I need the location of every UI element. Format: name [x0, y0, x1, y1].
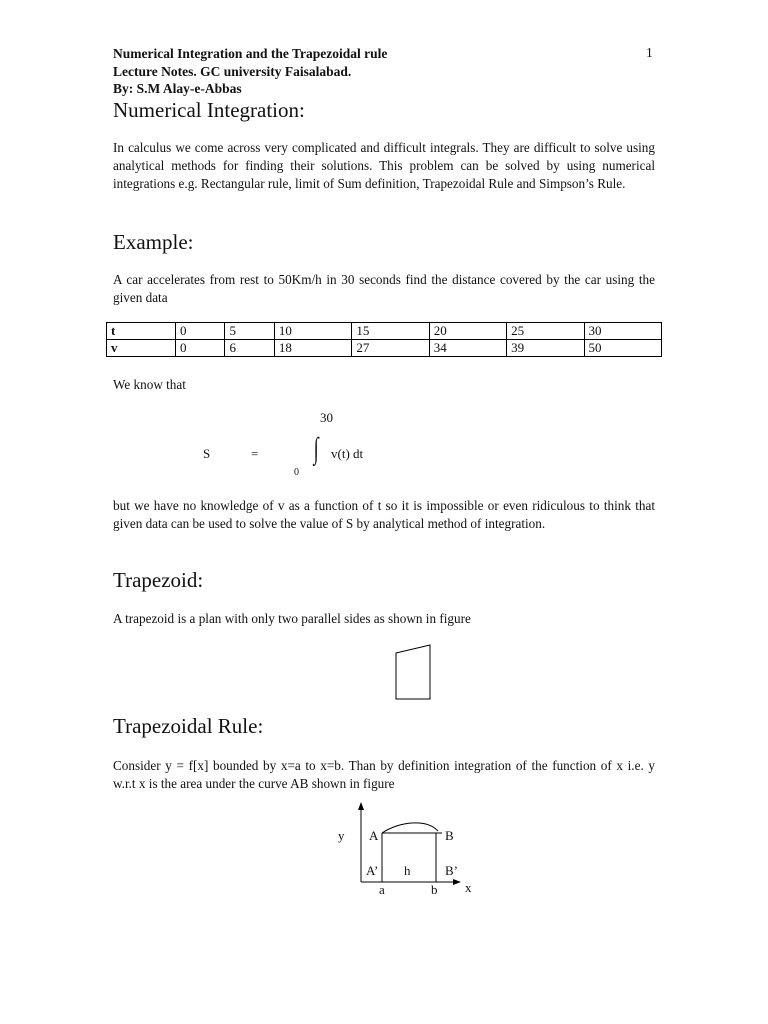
- label-y: y: [338, 828, 345, 843]
- we-know-text: We know that: [113, 377, 186, 392]
- label-B: B: [445, 828, 454, 843]
- heading-trapezoid: Trapezoid:: [113, 568, 204, 592]
- header-author: By: S.M Alay-e-Abbas: [113, 81, 242, 96]
- table-cell: 34: [429, 340, 506, 357]
- page-number: 1: [646, 45, 653, 60]
- label-A-prime: A’: [366, 863, 379, 878]
- header-title: Numerical Integration and the Trapezoidal rule: [113, 46, 388, 61]
- table-cell: v: [107, 340, 176, 357]
- integral-upper-limit: 30: [320, 410, 333, 425]
- label-B-prime: B’: [445, 863, 458, 878]
- heading-example: Example:: [113, 230, 194, 254]
- followup-paragraph: but we have no knowledge of v as a function of t so it is impossible or even ridiculous to think that given data can be used to solve the value of S by analytical method of integration.: [113, 498, 655, 531]
- x-axis-arrow-icon: [453, 879, 461, 885]
- example-paragraph: A car accelerates from rest to 50Km/h in 30 seconds find the distance covered by the car using the given data: [113, 272, 655, 305]
- table-cell: 18: [274, 340, 351, 357]
- table-cell: t: [107, 323, 176, 340]
- table-cell: 6: [225, 340, 274, 357]
- table-cell: 10: [274, 323, 351, 340]
- intro-paragraph: In calculus we come across very complicated and difficult integrals. They are difficult to solve using analytical methods for finding their solutions. This problem can be solved by using numerical integrations e.g. Rectangular rule, limit of Sum definition, Trapezoidal Rule and Simpson’s Rule.: [113, 140, 655, 191]
- label-A: A: [369, 828, 379, 843]
- y-axis-arrow-icon: [358, 802, 364, 810]
- trapezoid-figure: [396, 645, 430, 699]
- curve-ab: [382, 823, 438, 833]
- integrand: v(t) dt: [331, 446, 364, 461]
- label-b: b: [431, 882, 438, 897]
- integral-sign: ∫: [313, 432, 319, 465]
- table-cell: 15: [352, 323, 429, 340]
- heading-trapezoidal-rule: Trapezoidal Rule:: [113, 714, 264, 738]
- rule-paragraph: Consider y = f[x] bounded by x=a to x=b. Than by definition integration of the function of x i.e. y w.r.t x is the area under the curve AB shown in figure: [113, 758, 655, 791]
- integral-equals: =: [251, 446, 259, 461]
- table-cell: 30: [584, 323, 661, 340]
- header-subtitle: Lecture Notes. GC university Faisalabad.: [113, 64, 352, 79]
- table-cell: 0: [176, 323, 225, 340]
- table-cell: 20: [429, 323, 506, 340]
- trapezoid-paragraph: A trapezoid is a plan with only two parallel sides as shown in figure: [113, 611, 471, 626]
- label-x: x: [465, 880, 472, 895]
- table-cell: 0: [176, 340, 225, 357]
- label-a: a: [379, 882, 385, 897]
- integral-lower-limit: 0: [294, 467, 299, 478]
- table-cell: 5: [225, 323, 274, 340]
- heading-numerical-integration: Numerical Integration:: [113, 98, 305, 122]
- table-cell: 39: [507, 340, 584, 357]
- table-cell: 50: [584, 340, 661, 357]
- table-cell: 27: [352, 340, 429, 357]
- table-cell: 25: [507, 323, 584, 340]
- integral-lhs: S: [203, 446, 211, 461]
- label-h: h: [404, 863, 411, 878]
